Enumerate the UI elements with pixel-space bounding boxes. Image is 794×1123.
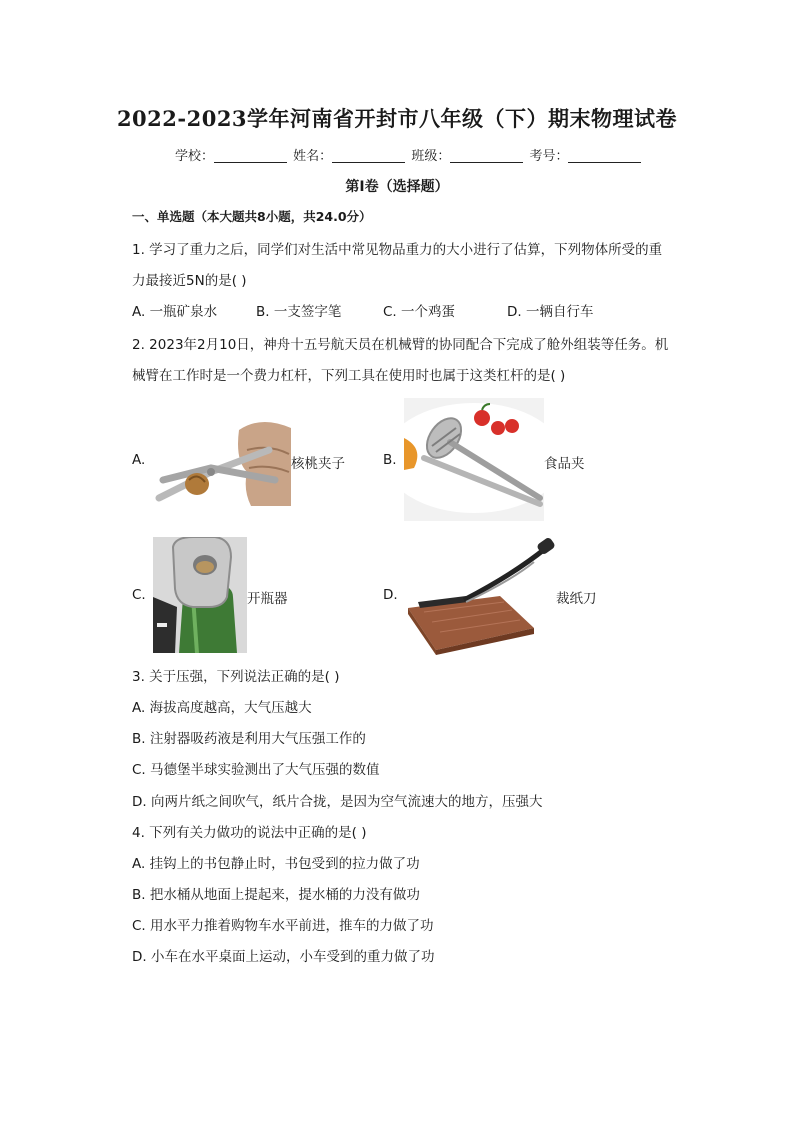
name-label: 姓名： xyxy=(293,149,333,164)
question-2-option-a: A. xyxy=(132,452,146,468)
food-tongs-image xyxy=(404,398,544,521)
question-3-option-a: A. 海拔高度越高，大气压越大 xyxy=(132,700,312,716)
question-4-option-b: B. 把水桶从地面上提起来，提水桶的力没有做功 xyxy=(132,887,420,903)
name-blank xyxy=(332,148,405,163)
question-1-option-d: D. 一辆自行车 xyxy=(507,304,594,320)
question-4-line-1: 4. 下列有关力做功的说法中正确的是( ) xyxy=(132,825,367,841)
question-1-option-c: C. 一个鸡蛋 xyxy=(383,304,456,320)
question-2-option-c: C. xyxy=(132,587,146,603)
question-2-caption-b: 食品夹 xyxy=(544,456,585,472)
question-2-caption-d: 裁纸刀 xyxy=(556,591,597,607)
question-3-option-d: D. 向两片纸之间吹气，纸片合拢，是因为空气流速大的地方，压强大 xyxy=(132,794,543,810)
question-2-caption-c: 开瓶器 xyxy=(247,591,288,607)
question-1-line-2: 力最接近5N的是( ) xyxy=(132,273,247,289)
question-1-line-1: 1. 学习了重力之后，同学们对生活中常见物品重力的大小进行了估算，下列物体所受的重 xyxy=(132,242,663,258)
question-4-option-c: C. 用水平力推着购物车水平前进，推车的力做了功 xyxy=(132,918,434,934)
question-2-line-2: 械臂在工作时是一个费力杠杆，下列工具在使用时也属于这类杠杆的是( ) xyxy=(132,368,566,384)
question-2-option-b: B. xyxy=(383,452,397,468)
paper-cutter-image xyxy=(404,538,556,655)
question-4-option-a: A. 挂钩上的书包静止时，书包受到的拉力做了功 xyxy=(132,856,420,872)
class-blank xyxy=(450,148,523,163)
question-2-line-1: 2. 2023年2月10日，神舟十五号航天员在机械臂的协同配合下完成了舱外组装等任务。机 xyxy=(132,337,669,353)
question-1-option-b: B. 一支签字笔 xyxy=(256,304,342,320)
student-info-line xyxy=(175,145,643,164)
exam-title: 2022-2023学年河南省开封市八年级（下）期末物理试卷 xyxy=(116,106,678,131)
question-1-option-a: A. 一瓶矿泉水 xyxy=(132,304,218,320)
school-blank xyxy=(214,148,287,163)
school-label: 学校： xyxy=(175,149,215,164)
question-2-caption-a: 核桃夹子 xyxy=(291,456,345,472)
question-3-line-1: 3. 关于压强，下列说法正确的是( ) xyxy=(132,669,340,685)
question-3-option-c: C. 马德堡半球实验测出了大气压强的数值 xyxy=(132,762,380,778)
exam-no-blank xyxy=(568,148,641,163)
question-2-option-d: D. xyxy=(383,587,398,603)
exam-no-label: 考号： xyxy=(529,149,569,164)
nutcracker-image xyxy=(151,410,291,506)
volume-heading: 第Ⅰ卷（选择题） xyxy=(345,179,449,195)
class-label: 班级： xyxy=(411,149,451,164)
section-heading: 一、单选题（本大题共8小题，共24.0分） xyxy=(132,209,372,224)
bottle-opener-image xyxy=(153,537,247,653)
question-4-option-d: D. 小车在水平桌面上运动，小车受到的重力做了功 xyxy=(132,949,435,965)
question-3-option-b: B. 注射器吸药液是利用大气压强工作的 xyxy=(132,731,366,747)
